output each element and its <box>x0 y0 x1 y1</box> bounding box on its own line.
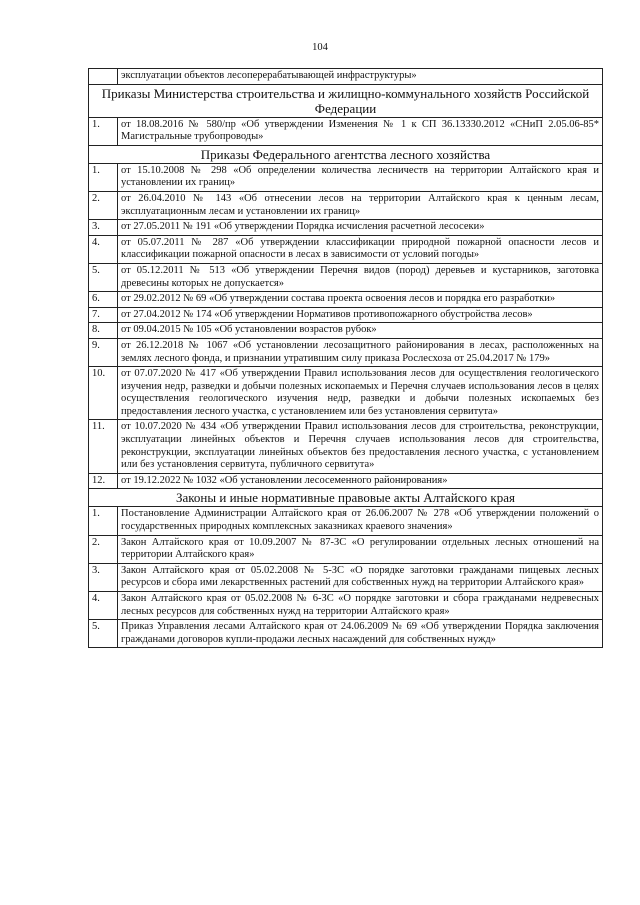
row-text: от 27.04.2012 № 174 «Об утверждении Нормативов противопожарного обустройства лесов» <box>118 307 603 323</box>
table-row <box>89 338 603 366</box>
table-row <box>89 323 603 339</box>
table-row <box>89 292 603 308</box>
row-number-cell <box>89 69 118 85</box>
row-text: от 18.08.2016 № 580/пр «Об утверждении Изменения № 1 к СП 36.13330.2012 «СНиП 2.05.06-85* Магистральные трубопроводы» <box>118 117 603 145</box>
row-number: 1. <box>89 163 118 191</box>
row-text: от 15.10.2008 № 298 «Об определении количества лесничеств на территории Алтайского края и установлении их границ» <box>118 163 603 191</box>
section-title: Приказы Министерства строительства и жилищно-коммунального хозяйств Российской Федерации <box>89 84 603 117</box>
row-text: от 05.07.2011 № 287 «Об утверждении классификации природной пожарной опасности лесов и классификации пожарной опасности в лесах в зависимости от условий погоды» <box>118 235 603 263</box>
table-row <box>89 535 603 563</box>
row-text: от 26.12.2018 № 1067 «Об установлении лесозащитного районирования в лесах, расположенных на землях лесного фонда, и признании утратившим силу приказа Рослесхоза от 25.04.2017 № 179» <box>118 338 603 366</box>
row-text: от 10.07.2020 № 434 «Об утверждении Правил использования лесов для строительства, реконструкции, эксплуатации линейных объектов и Перечня случаев использования лесов для строительства, реконструкции, эксплуатации линейных объектов без предоставления лесного участка, с установлением или без установления сервитута, публичного сервитута» <box>118 420 603 473</box>
row-number: 10. <box>89 367 118 420</box>
row-number: 7. <box>89 307 118 323</box>
row-text: от 09.04.2015 № 105 «Об установлении возрастов рубок» <box>118 323 603 339</box>
row-text: Закон Алтайского края от 10.09.2007 № 87-ЗС «О регулировании отдельных лесных отношений на территории Алтайского края» <box>118 535 603 563</box>
row-text: от 29.02.2012 № 69 «Об утверждении состава проекта освоения лесов и порядка его разработки» <box>118 292 603 308</box>
row-number: 4. <box>89 592 118 620</box>
section-header-row <box>89 84 603 117</box>
table-row <box>89 420 603 473</box>
row-number: 2. <box>89 191 118 219</box>
row-number: 12. <box>89 473 118 489</box>
row-text: Постановление Администрации Алтайского края от 26.06.2007 № 278 «Об утверждении положений о государственных природных комплексных заказниках краевого значения» <box>118 507 603 535</box>
row-text: Закон Алтайского края от 05.02.2008 № 5-ЗС «О порядке заготовки гражданами пищевых лесных ресурсов и сбора ими лекарственных растений для собственных нужд на территории Алтайского края» <box>118 563 603 591</box>
legal-acts-table-body <box>89 69 603 648</box>
legal-acts-table <box>88 68 603 648</box>
row-text-cell: эксплуатации объектов лесоперерабатывающей инфраструктуры» <box>118 69 603 85</box>
row-number: 4. <box>89 235 118 263</box>
page-number: 104 <box>312 42 328 53</box>
table-row <box>89 307 603 323</box>
table-row <box>89 367 603 420</box>
row-text: Закон Алтайского края от 05.02.2008 № 6-ЗС «О порядке заготовки и сбора гражданами недревесных лесных ресурсов для собственных нужд на территории Алтайского края» <box>118 592 603 620</box>
table-row <box>89 563 603 591</box>
table-row <box>89 263 603 291</box>
row-number: 11. <box>89 420 118 473</box>
row-number: 1. <box>89 507 118 535</box>
row-text: от 19.12.2022 № 1032 «Об установлении лесосеменного районирования» <box>118 473 603 489</box>
row-number: 9. <box>89 338 118 366</box>
row-text: Приказ Управления лесами Алтайского края от 24.06.2009 № 69 «Об утверждении Порядка заключения гражданами договоров купли-продажи лесных насаждений для собственных нужд» <box>118 620 603 648</box>
section-header-row <box>89 145 603 163</box>
table-row <box>89 473 603 489</box>
table-row <box>89 620 603 648</box>
table-row <box>89 235 603 263</box>
table-row <box>89 117 603 145</box>
row-text: от 07.07.2020 № 417 «Об утверждении Правил использования лесов для осуществления геологического изучения недр, разведки и добычи полезных ископаемых и Перечня случаев использования лесов в целях осуществления геологического изучения недр, разведки и добычи полезных ископаемых без предоставления лесного участка, с установлением или без установления сервитута» <box>118 367 603 420</box>
row-number: 2. <box>89 535 118 563</box>
section-title: Приказы Федерального агентства лесного хозяйства <box>89 145 603 163</box>
section-header-row <box>89 489 603 507</box>
row-number: 3. <box>89 563 118 591</box>
table-row <box>89 592 603 620</box>
row-text: от 27.05.2011 № 191 «Об утверждении Порядка исчисления расчетной лесосеки» <box>118 220 603 236</box>
table-row <box>89 220 603 236</box>
section-title: Законы и иные нормативные правовые акты Алтайского края <box>89 489 603 507</box>
row-number: 5. <box>89 620 118 648</box>
row-text: от 05.12.2011 № 513 «Об утверждении Перечня видов (пород) деревьев и кустарников, заготовка древесины которых не допускается» <box>118 263 603 291</box>
row-number: 6. <box>89 292 118 308</box>
table-row <box>89 163 603 191</box>
row-number: 3. <box>89 220 118 236</box>
table-row <box>89 507 603 535</box>
row-number: 1. <box>89 117 118 145</box>
continuation-row <box>89 69 603 85</box>
row-number: 8. <box>89 323 118 339</box>
row-number: 5. <box>89 263 118 291</box>
table-row <box>89 191 603 219</box>
row-text: от 26.04.2010 № 143 «Об отнесении лесов на территории Алтайского края к ценным лесам, эксплуатационным лесам и установлении их границ» <box>118 191 603 219</box>
